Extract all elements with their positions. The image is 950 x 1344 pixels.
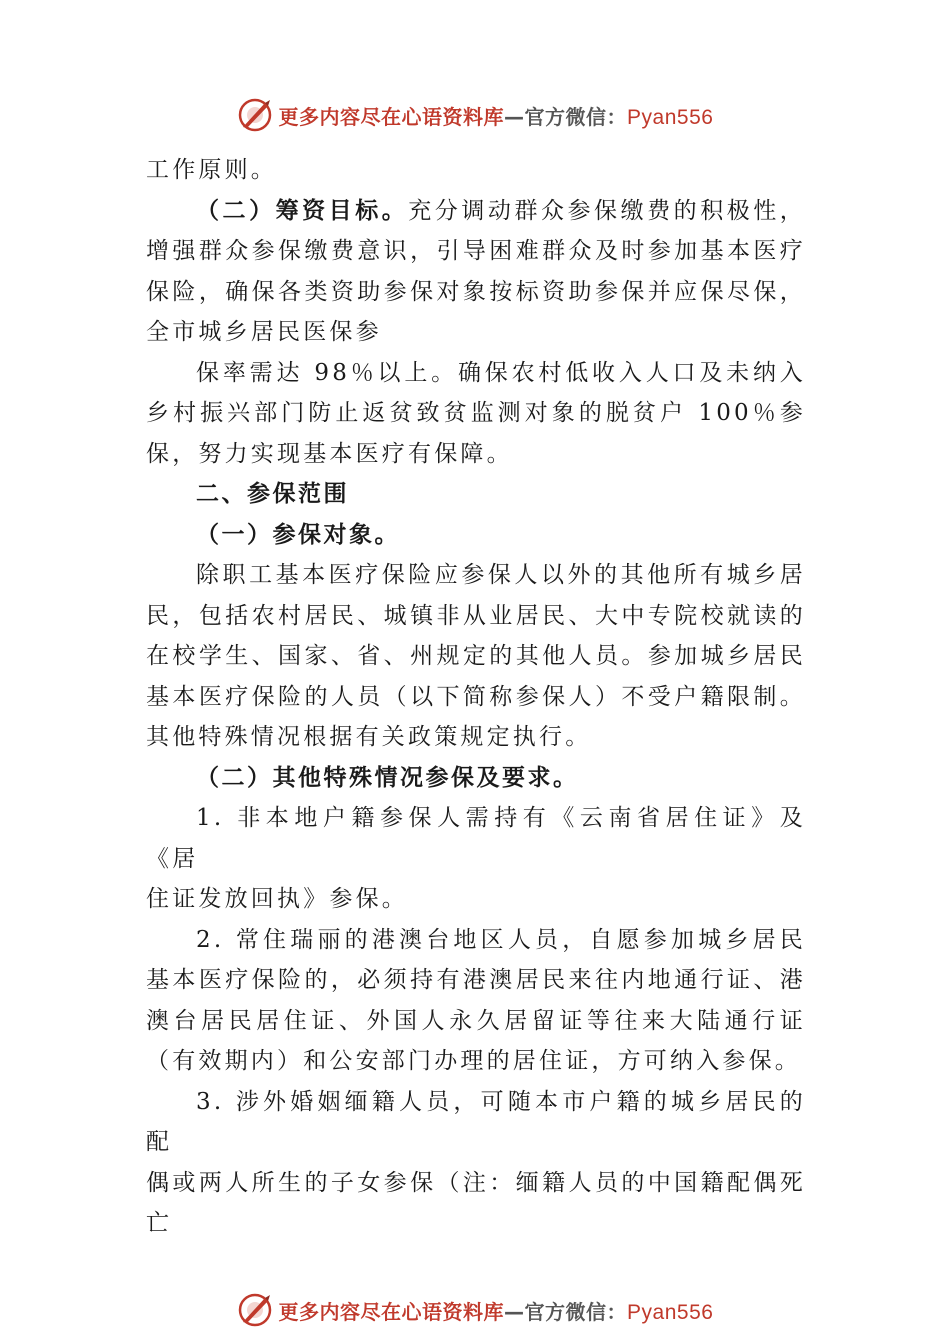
banner-wechat-label: 官方微信： — [524, 1299, 628, 1324]
quill-logo-icon — [237, 97, 273, 133]
quill-logo-icon — [237, 1292, 273, 1328]
banner-site-name: 更多内容尽在心语资料库 — [278, 104, 505, 129]
list-item-1-line-1: 1. 非本地户籍参保人需持有《云南省居住证》及《居 — [146, 805, 806, 872]
paragraph-2 — [146, 191, 806, 353]
document-body — [146, 150, 806, 1244]
subheading-insured-objects: （一）参保对象。 — [196, 521, 400, 548]
paragraph-1: 工作原则。 — [146, 157, 277, 183]
list-item-3-line-1: 3. 涉外婚姻缅籍人员，可随本市户籍的城乡居民的配 — [146, 1088, 806, 1155]
banner-wechat-id: Pyan556 — [627, 1300, 714, 1324]
banner-wechat-id: Pyan556 — [627, 105, 714, 129]
banner-wechat-label: 官方微信： — [524, 104, 628, 129]
section-heading-scope: 二、参保范围 — [196, 481, 349, 507]
banner-dash: — — [504, 1299, 525, 1324]
banner-text — [279, 1296, 714, 1325]
list-item-1-line-2: 住证发放回执》参保。 — [146, 886, 408, 912]
list-item-2: 2. 常住瑞丽的港澳台地区人员，自愿参加城乡居民基本医疗保险的，必须持有港澳居民来往内地通行证、港澳台居民居住证、外国人永久居留证等往来大陆通行证（有效期内）和公安部门办理的居住证，方可纳入参保。 — [146, 926, 806, 1074]
paragraph-4: 除职工基本医疗保险应参保人以外的其他所有城乡居民，包括农村居民、城镇非从业居民、大中专院校就读的在校学生、国家、省、州规定的其他人员。参加城乡居民基本医疗保险的人员（以下简称参保人）不受户籍限制。其他特殊情况根据有关政策规定执行。 — [146, 562, 806, 750]
banner-site-name: 更多内容尽在心语资料库 — [278, 1299, 505, 1324]
paragraph-3: 保率需达 98％以上。确保农村低收入人口及未纳入乡村振兴部门防止返贫致贫监测对象的脱贫户 100％参保，努力实现基本医疗有保障。 — [146, 359, 806, 467]
footer-banner — [0, 1290, 950, 1330]
list-item-3-line-2: 偶或两人所生的子女参保（注：缅籍人员的中国籍配偶死亡 — [146, 1169, 806, 1236]
funding-target-heading: （二）筹资目标。 — [196, 197, 409, 224]
header-banner — [0, 95, 950, 135]
banner-dash: — — [504, 104, 525, 129]
banner-text — [279, 101, 714, 130]
subheading-special-cases: （二）其他特殊情况参保及要求。 — [196, 764, 579, 791]
funding-target-text: 充分调动群众参保缴费的积极性，增强群众参保缴费意识，引导困难群众及时参加基本医疗保险，确保各类资助参保对象按标资助参保并应保尽保，全市城乡居民医保参 — [146, 197, 806, 345]
